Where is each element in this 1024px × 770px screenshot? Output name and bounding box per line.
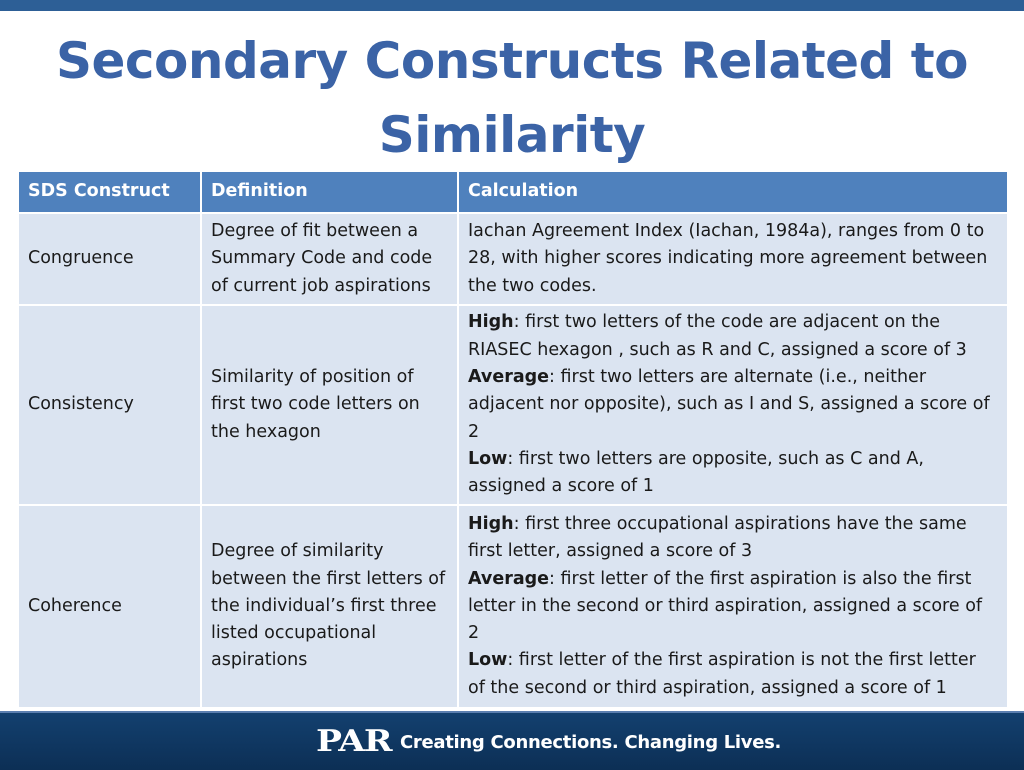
definition-cell: Similarity of position of first two code letters on the hexagon	[201, 305, 458, 505]
calculation-text: : first two letters are opposite, such as C and A, assigned a score of 1	[468, 448, 924, 497]
header-sds-construct: SDS Construct	[18, 171, 201, 213]
top-accent-bar	[0, 0, 1024, 11]
slide-title-line-1: Secondary Constructs Related to	[55, 32, 968, 90]
definition-cell: Degree of fit between a Summary Code and code of current job aspirations	[201, 213, 458, 305]
calculation-cell	[458, 213, 1008, 305]
calculation-level-label: Low	[468, 448, 508, 469]
calculation-text: : first two letters of the code are adjacent on the RIASEC hexagon , such as R and C, assigned a score of 3	[468, 312, 967, 360]
table-row	[18, 505, 1008, 708]
slide-title	[0, 24, 1024, 172]
calculation-text: : first three occupational aspirations have the same first letter, assigned a score of 3	[468, 513, 967, 562]
calculation-line	[468, 309, 998, 364]
slide-title-line-2: Similarity	[378, 106, 646, 164]
header-definition: Definition	[201, 171, 458, 213]
header-calculation: Calculation	[458, 171, 1008, 213]
calculation-text: Iachan Agreement Index (Iachan, 1984a), ranges from 0 to 28, with higher scores indicating more agreement between the two codes.	[468, 221, 988, 296]
table-row	[18, 305, 1008, 505]
calculation-line	[468, 566, 998, 648]
calculation-text: : first two letters are alternate (i.e., neither adjacent nor opposite), such as I and S, assigned a score of 2	[468, 367, 990, 442]
definition-cell: Degree of similarity between the first letters of the individual’s first three listed occupational aspirations	[201, 505, 458, 708]
constructs-table	[17, 170, 1009, 709]
calculation-text: : first letter of the first aspiration is not the first letter of the second or third aspiration, assigned a score of 1	[468, 650, 976, 698]
construct-cell: Congruence	[18, 213, 201, 305]
construct-cell: Consistency	[18, 305, 201, 505]
calculation-cell	[458, 505, 1008, 708]
par-logo: PAR	[316, 724, 392, 759]
table-header-row	[18, 171, 1008, 213]
calculation-cell	[458, 305, 1008, 505]
construct-cell: Coherence	[18, 505, 201, 708]
calculation-level-label: Average	[468, 568, 550, 589]
calculation-line	[468, 218, 998, 300]
calculation-level-label: High	[468, 312, 514, 333]
calculation-level-label: High	[468, 513, 514, 534]
calculation-line	[468, 364, 998, 446]
calculation-line	[468, 446, 998, 501]
calculation-line	[468, 511, 998, 566]
calculation-level-label: Low	[468, 650, 508, 671]
table-row	[18, 213, 1008, 305]
footer-tagline: Creating Connections. Changing Lives.	[400, 732, 782, 753]
calculation-text: : first letter of the first aspiration is also the first letter in the second or third aspiration, assigned a score of 2	[468, 568, 983, 644]
calculation-line	[468, 647, 998, 702]
calculation-level-label: Average	[468, 367, 550, 388]
footer-bar	[0, 711, 1024, 770]
